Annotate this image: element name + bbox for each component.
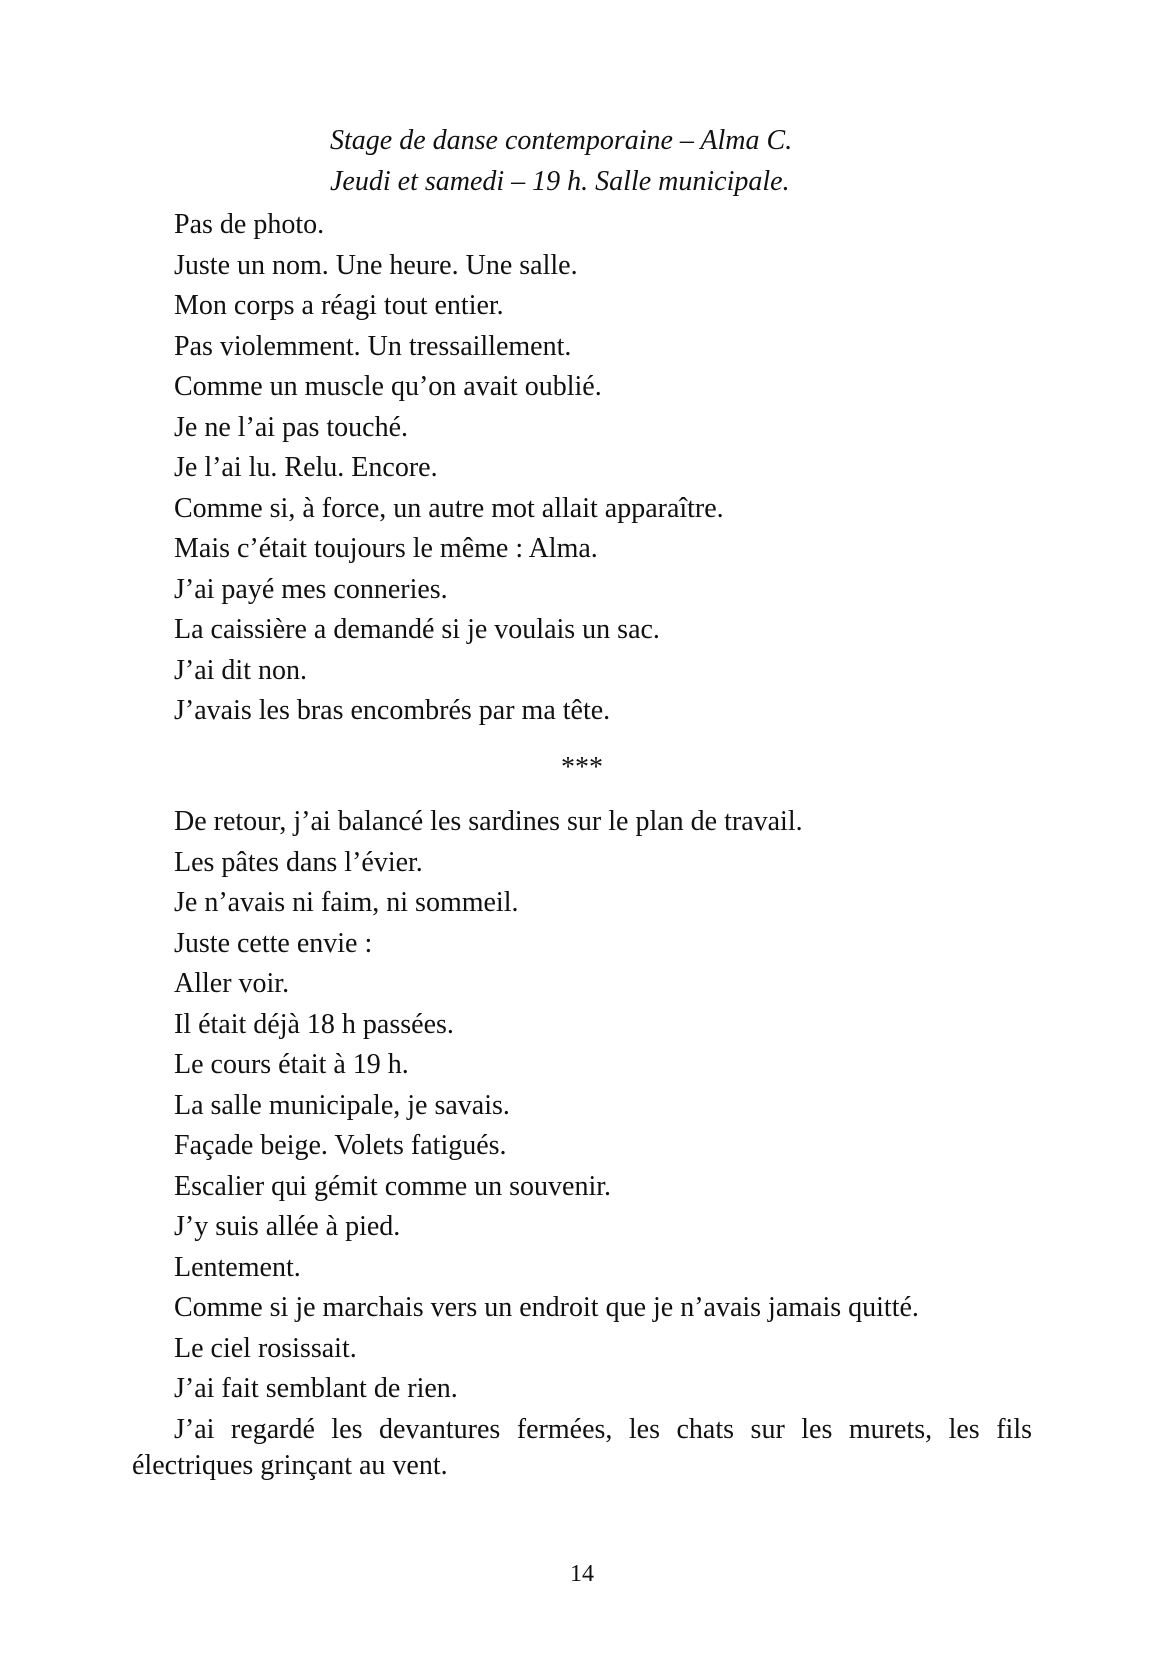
text-line: J’ai payé mes conneries. — [174, 573, 448, 605]
text-line: Lentement. — [174, 1251, 301, 1283]
final-paragraph: J’ai regardé les devantures fermées, les chats sur les murets, les fils électriques grinçant au vent. — [132, 1413, 1032, 1481]
text-line: Mais c’était toujours le même : Alma. — [174, 533, 598, 564]
text-section-2 — [132, 802, 1032, 1484]
notice-line: Stage de danse contemporaine – Alma C. — [330, 125, 793, 156]
text-line: Il était déjà 18 h passées. — [174, 1008, 454, 1040]
text-line: Comme si je marchais vers un endroit que je n’avais jamais quitté. — [174, 1292, 919, 1323]
text-line: De retour, j’ai balancé les sardines sur le plan de travail. — [174, 806, 803, 837]
text-line: Le cours était à 19 h. — [174, 1049, 409, 1080]
text-line: La salle municipale, je savais. — [174, 1089, 510, 1121]
text-line: Comme un muscle qu’on avait oublié. — [174, 371, 602, 402]
text-line: Pas de photo. — [174, 209, 325, 240]
text-line: Je n’avais ni faim, ni sommeil. — [174, 887, 519, 918]
text-line: J’ai fait semblant de rien. — [174, 1373, 458, 1404]
text-line: Escalier qui gémit comme un souvenir. — [174, 1170, 612, 1202]
text-line: La caissière a demandé si je voulais un sac. — [174, 614, 660, 645]
notice-line: Jeudi et samedi – 19 h. Salle municipale. — [330, 166, 790, 197]
text-line: Je l’ai lu. Relu. Encore. — [174, 452, 438, 483]
text-section-1 — [132, 205, 1032, 732]
text-line: Mon corps a réagi tout entier. — [174, 290, 504, 321]
text-line: Juste cette envie : — [174, 927, 373, 959]
section-separator: *** — [561, 752, 603, 783]
text-line: Pas violemment. Un tressaillement. — [174, 330, 572, 362]
text-line: J’y suis allée à pied. — [174, 1211, 401, 1242]
text-line: Je ne l’ai pas touché. — [174, 411, 409, 443]
text-line: J’avais les bras encombrés par ma tête. — [174, 695, 611, 726]
text-line: Le ciel rosissait. — [174, 1332, 357, 1364]
poster-notice — [330, 120, 792, 202]
text-line: J’ai dit non. — [174, 654, 307, 686]
text-line: Aller voir. — [174, 968, 290, 999]
text-line: Les pâtes dans l’évier. — [174, 846, 423, 878]
page-number: 14 — [570, 1561, 594, 1587]
text-line: Juste un nom. Une heure. Une salle. — [174, 249, 578, 281]
text-line: Façade beige. Volets fatigués. — [174, 1130, 507, 1161]
text-line: Comme si, à force, un autre mot allait apparaître. — [174, 492, 724, 524]
